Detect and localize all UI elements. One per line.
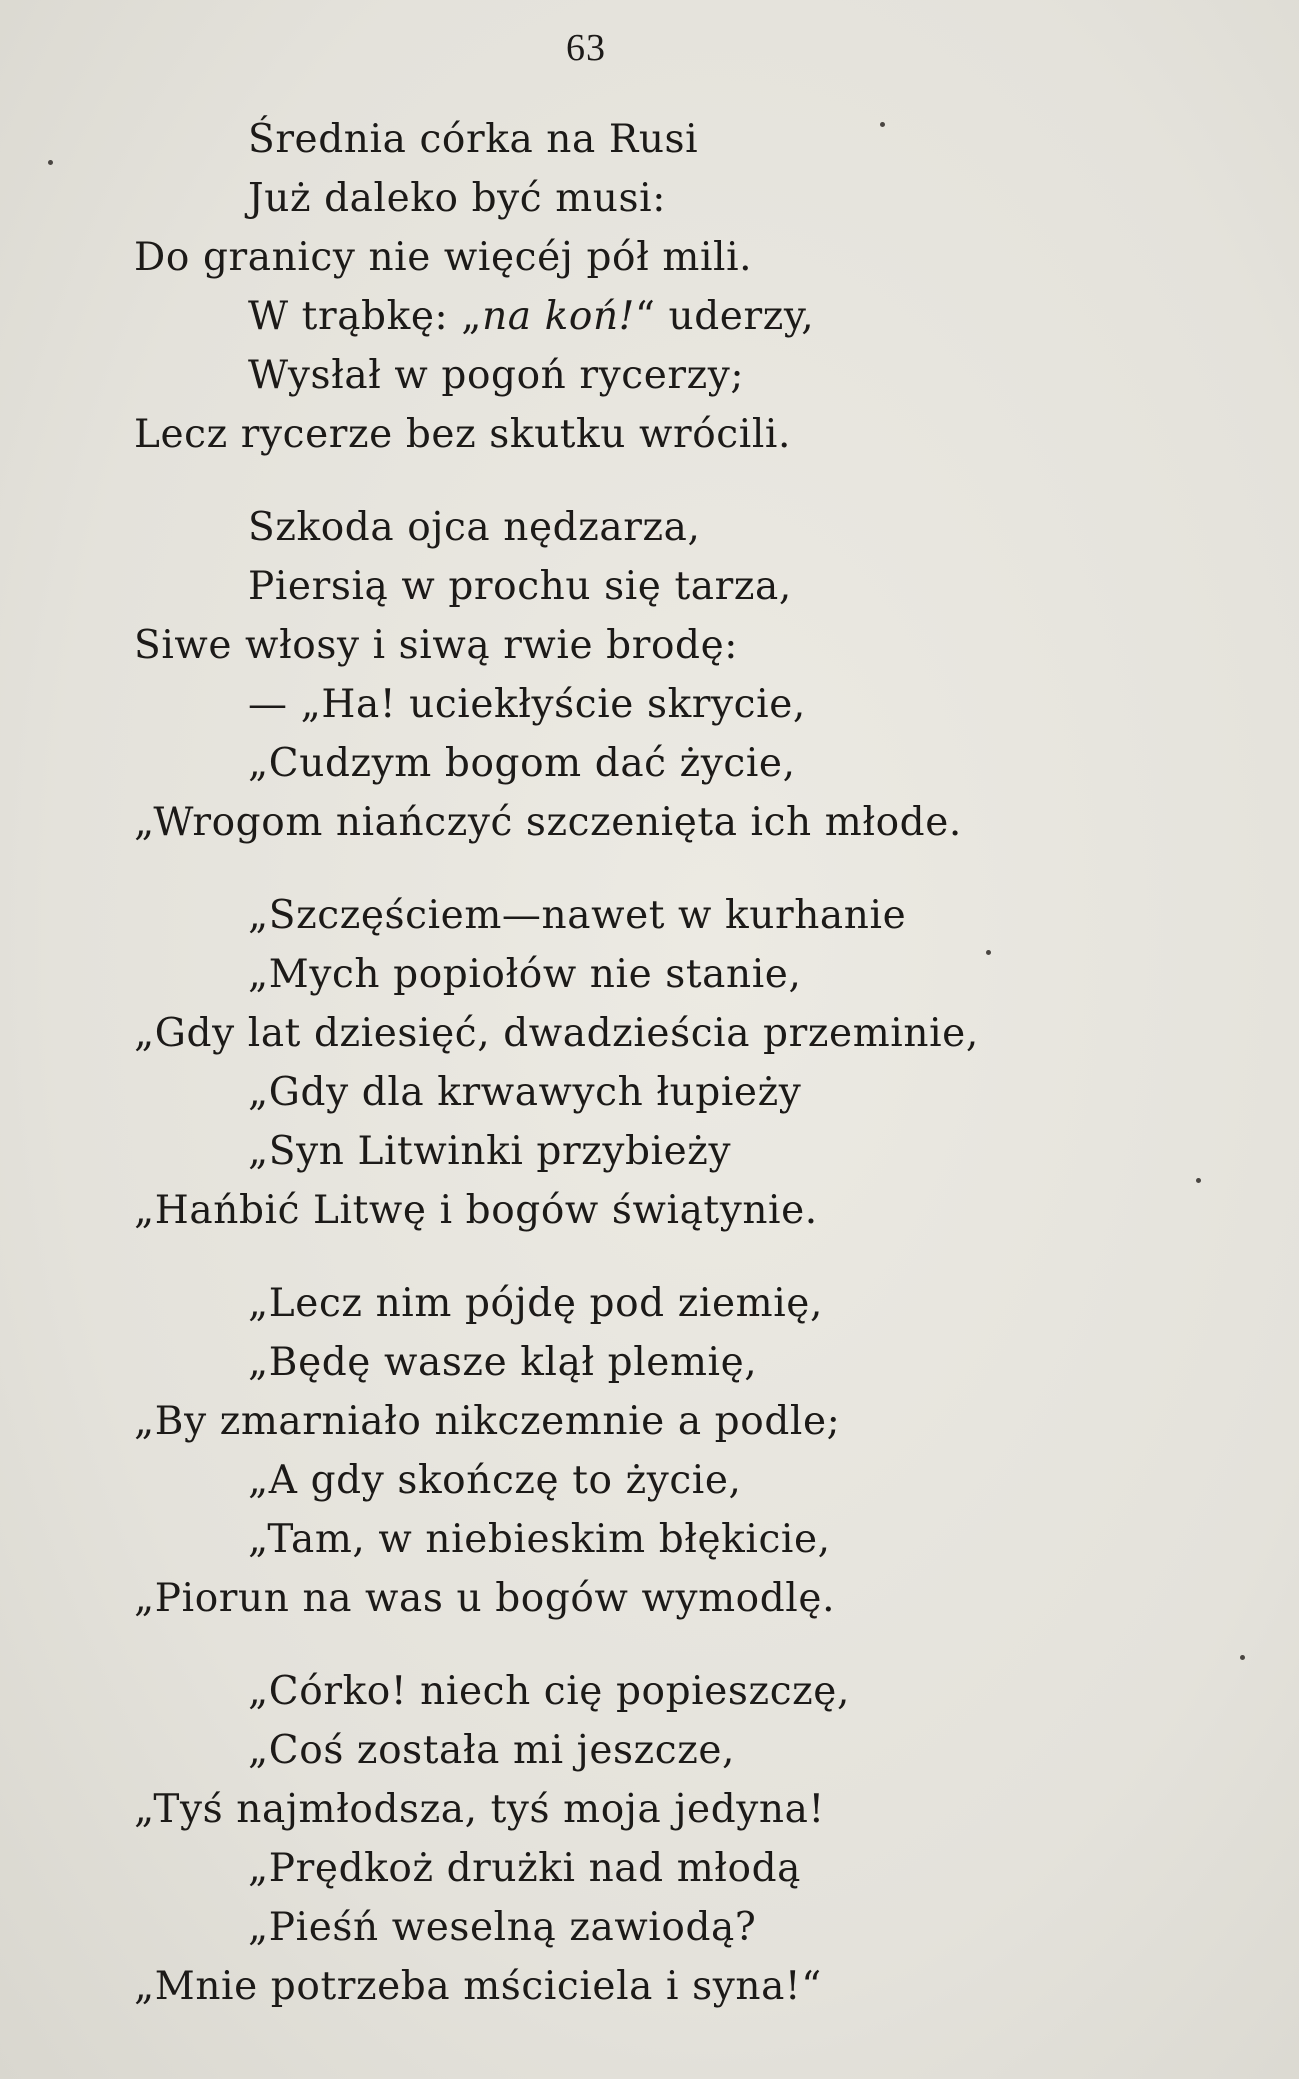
paper-speck [880,122,885,127]
verse-line: „Córko! niech cię popieszczę, [248,1669,850,1714]
stanza-5 [0,1662,1299,2016]
poem [0,110,1299,2050]
verse-line: „A gdy skończę to życie, [248,1458,742,1503]
verse-line: Wysłał w pogoń rycerzy; [248,353,745,398]
verse-line: Średnia córka na Rusi [248,117,699,162]
verse-line-pre: W trąbkę: „ [248,294,483,339]
verse-line: Piersią w prochu się tarza, [248,564,792,609]
verse-line: „Piorun na was u bogów wymodlę. [134,1576,836,1621]
verse-line: Lecz rycerze bez skutku wrócili. [134,412,791,457]
verse-line: „Lecz nim pójdę pod ziemię, [248,1281,823,1326]
verse-line: „Mych popiołów nie stanie, [248,952,802,997]
verse-line: Już daleko być musi: [248,176,666,221]
verse-line: „Pieśń weselną zawiodą? [248,1905,757,1950]
paper-speck [1240,1655,1245,1660]
verse-line: „Hańbić Litwę i bogów świątynie. [134,1188,818,1233]
verse-line: „Gdy lat dziesięć, dwadzieścia przeminie, [134,1011,979,1056]
verse-line: „Coś została mi jeszcze, [248,1728,736,1773]
verse-line-italic: na koń! [482,294,635,339]
stanza-2 [0,498,1299,852]
verse-line: „Cudzym bogom dać życie, [248,741,796,786]
verse-line: „Szczęściem—nawet w kurhanie [248,893,907,938]
paper-speck [986,950,991,955]
verse-line: „Gdy dla krwawych łupieży [248,1070,802,1115]
paper-speck [1196,1178,1201,1183]
verse-line: „Prędkoż drużki nad młodą [248,1846,802,1891]
stanza-3 [0,886,1299,1240]
verse-line: „Będę wasze klął plemię, [248,1340,758,1385]
verse-line: „By zmarniało nikczemnie a podle; [134,1399,841,1444]
verse-line-post: “ uderzy, [634,294,815,339]
page-number: 63 [566,27,606,69]
verse-line: Do granicy nie więcéj pół mili. [134,235,753,280]
verse-line: „Mnie potrzeba mściciela i syna!“ [134,1964,822,2009]
verse-line: Siwe włosy i siwą rwie brodę: [134,623,739,668]
verse-line: — „Ha! uciekłyście skrycie, [248,682,806,727]
verse-line: „Tam, w niebieskim błękicie, [248,1517,831,1562]
paper-speck [48,160,53,165]
stanza-1 [0,110,1299,464]
verse-line: „Tyś najmłodsza, tyś moja jedyna! [134,1787,825,1832]
verse-line [0,287,1299,346]
verse-line: Szkoda ojca nędzarza, [248,505,701,550]
verse-line: „Wrogom niańczyć szczenięta ich młode. [134,800,962,845]
verse-line: „Syn Litwinki przybieży [248,1129,732,1174]
stanza-4 [0,1274,1299,1628]
